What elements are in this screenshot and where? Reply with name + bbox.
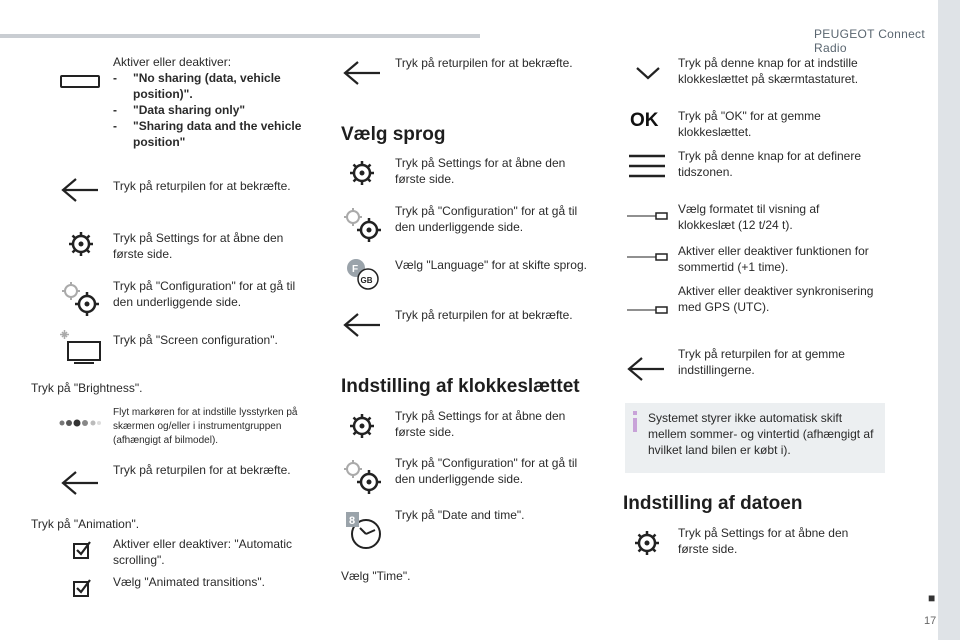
flag-gb-label: GB	[360, 276, 373, 285]
info-note-text: Systemet styrer ikke automatisk skift mellem sommer- og vintertid (afhængigt af hvilket land bilen er købt i).	[648, 411, 874, 457]
back-arrow-icon	[342, 312, 382, 338]
ok-text: Tryk på "OK" for at gemme klokkeslættet.	[678, 109, 821, 139]
brightness-text: Tryk på "Brightness".	[31, 381, 143, 395]
timezone-text: Tryk på denne knap for at definere tidszonen.	[678, 149, 861, 179]
flag-f-label: F	[352, 264, 359, 275]
back-confirm-text: Tryk på returpilen for at bekræfte.	[113, 463, 291, 477]
sharing-block	[113, 54, 313, 150]
settings-gear-icon	[349, 160, 375, 186]
time-text: Vælg "Time".	[341, 569, 411, 583]
screen-configuration-icon	[60, 330, 102, 364]
running-header: PEUGEOT Connect Radio	[814, 27, 925, 55]
badge-number: 8	[349, 515, 356, 527]
sharing-option: - "Data sharing only"	[113, 102, 313, 118]
format-text: Vælg formatet til visning af klokkeslæt (12 t/24 t).	[678, 202, 820, 232]
animated-transitions-text: Vælg "Animated transitions".	[113, 575, 265, 589]
settings-open-text: Tryk på Settings for at åbne den første side.	[113, 231, 284, 261]
configuration-gears-icon	[60, 280, 102, 318]
heading-date: Indstilling af datoen	[623, 493, 803, 514]
back-arrow-icon	[342, 60, 382, 86]
language-flags-icon	[344, 257, 384, 291]
heading-clock: Indstilling af klokkeslættet	[341, 376, 580, 397]
settings-gear-icon	[634, 530, 660, 556]
toggle-switch-icon	[626, 212, 668, 220]
top-rule	[0, 34, 480, 38]
brightness-dots-icon	[58, 418, 102, 428]
back-arrow-icon	[60, 470, 100, 496]
language-text: Vælg "Language" for at skifte sprog.	[395, 258, 587, 272]
back-confirm-text: Tryk på returpilen for at bekræfte.	[395, 308, 573, 322]
gps-sync-text: Aktiver eller deaktiver synkronisering med GPS (UTC).	[678, 284, 874, 314]
sharing-option: - "No sharing (data, vehicle position)".	[113, 70, 313, 102]
ok-icon: OK	[630, 110, 659, 131]
settings-open-text: Tryk på Settings for at åbne den første side.	[395, 156, 566, 186]
date-time-text: Tryk på "Date and time".	[395, 508, 525, 522]
sharing-option: - "Sharing data and the vehicle position"	[113, 118, 313, 150]
back-arrow-icon	[60, 177, 100, 203]
back-arrow-icon	[626, 356, 666, 382]
toggle-switch-icon	[60, 75, 100, 89]
menu-icon	[627, 153, 667, 179]
toggle-switch-icon	[626, 253, 668, 261]
back-save-text: Tryk på returpilen for at gemme indstillingerne.	[678, 347, 845, 377]
page-number: 17	[924, 615, 937, 627]
screen-configuration-text: Tryk på "Screen configuration".	[113, 333, 278, 347]
configuration-gears-icon	[342, 206, 384, 244]
page-edge-tab	[938, 0, 960, 640]
configuration-text: Tryk på "Configuration" for at gå til den underliggende side.	[113, 279, 296, 309]
keyboard-text: Tryk på denne knap for at indstille klokkeslættet på skærmtastaturet.	[678, 56, 859, 86]
settings-open-text: Tryk på Settings for at åbne den første side.	[395, 409, 566, 439]
clock-icon	[344, 510, 384, 552]
settings-gear-icon	[68, 231, 94, 257]
toggle-switch-icon	[626, 306, 668, 314]
sharing-intro: Aktiver eller deaktiver:	[113, 55, 232, 69]
configuration-text: Tryk på "Configuration" for at gå til den underliggende side.	[395, 456, 578, 486]
settings-gear-icon	[349, 413, 375, 439]
animation-text: Tryk på "Animation".	[31, 517, 140, 531]
brightness-note: Flyt markøren for at indstille lysstyrken på skærmen og/eller i instrumentgruppen (afhængigt af bilmodel).	[113, 407, 298, 446]
auto-scroll-text: Aktiver eller deaktiver: "Automatic scrolling".	[113, 537, 292, 567]
info-icon	[630, 411, 640, 433]
checkbox-icon	[72, 578, 92, 598]
configuration-text: Tryk på "Configuration" for at gå til den underliggende side.	[395, 204, 578, 234]
heading-language: Vælg sprog	[341, 124, 446, 145]
configuration-gears-icon	[342, 458, 384, 496]
back-confirm-text: Tryk på returpilen for at bekræfte.	[113, 179, 291, 193]
settings-open-text: Tryk på Settings for at åbne den første side.	[678, 526, 849, 556]
info-note	[622, 403, 885, 473]
continuation-mark: ■	[928, 591, 936, 605]
checkbox-icon	[72, 540, 92, 560]
back-confirm-text: Tryk på returpilen for at bekræfte.	[395, 56, 573, 70]
dst-text: Aktiver eller deaktiver funktionen for sommertid (+1 time).	[678, 244, 869, 274]
chevron-down-icon	[635, 65, 661, 81]
sharing-options	[113, 70, 313, 150]
